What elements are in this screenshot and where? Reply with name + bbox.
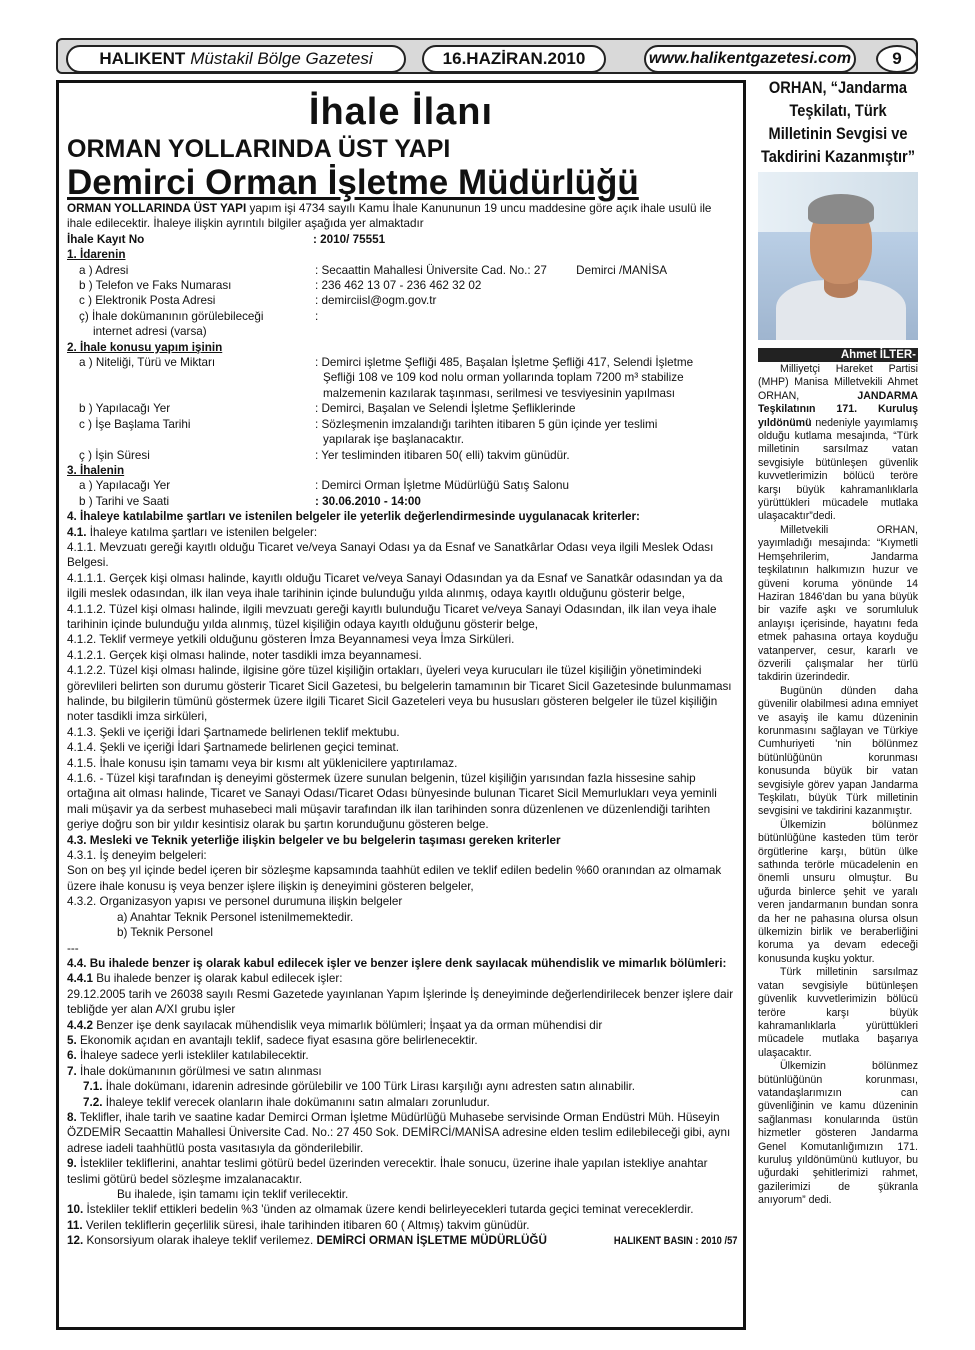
photo-hair bbox=[808, 194, 874, 224]
notice-body bbox=[67, 201, 737, 1250]
clause-4-3-title: 4.3. Mesleki ve Teknik yeterliğe ilişkin belgeler ve bu belgelerin taşıması gereken kriterler bbox=[67, 833, 561, 847]
section-2-title: 2. İhale konusu yapım işinin bbox=[67, 340, 223, 354]
clause-9 bbox=[67, 1156, 737, 1187]
s2-value-line: : Demirci işletme Şefliği 485, Başalan İşletme Şefliği 417, Selendi İşletme bbox=[315, 356, 694, 370]
news-column bbox=[758, 76, 918, 1208]
clause-4-1-3: 4.1.3. Şekli ve içeriği İdari Şartnamede belirlenen teklif mektubu. bbox=[67, 725, 400, 739]
notice-issuer: Demirci Orman İşletme Müdürlüğü bbox=[67, 163, 639, 202]
s1-row bbox=[67, 293, 737, 308]
news-paragraph: Ülkemizin bölünmez bütünlüğünün korunması, vatandaşlarımızın can güvenliğinin ve kamu düzeninin sağlanması konularında üstün hizmetler gösteren Jandarma Genel Komutanlığımızın 171. kuruluş yıldönümünü kutluyor, bu uğurdaki şehitlerimizi rahmet, gazilerimizi de şükranla anıyorum” dedi. bbox=[758, 1060, 918, 1207]
s2-label: a ) Niteliği, Türü ve Miktarı bbox=[79, 356, 216, 370]
s3-row bbox=[67, 478, 737, 493]
s1-row bbox=[67, 309, 737, 324]
issuer-signature: DEMİRCİ ORMAN İŞLETME MÜDÜRLÜĞÜ bbox=[316, 1234, 547, 1248]
clause-text: Bu ihalede benzer iş olarak kabul edilecek işler: bbox=[93, 972, 343, 986]
clause-number: 4.4.2 bbox=[67, 1018, 93, 1032]
s1-value: : 236 462 13 07 - 236 462 32 02 bbox=[315, 279, 482, 293]
section-1-title: 1. İdarenin bbox=[67, 248, 126, 262]
s2-value bbox=[315, 355, 737, 401]
clause-4-4-2 bbox=[67, 1018, 737, 1033]
clause-number: 8. bbox=[67, 1110, 77, 1124]
s1-row bbox=[67, 263, 737, 278]
notice-subtitle: ORMAN YOLLARINDA ÜST YAPI bbox=[67, 135, 451, 163]
clause-4-1-2-1: 4.1.2.1. Gerçek kişi olması halinde, noter tasdikli imza beyannamesi. bbox=[67, 648, 422, 662]
s1-value: : demirciisl@ogm.gov.tr bbox=[315, 294, 437, 308]
s2-value: : Yer tesliminden itibaren 50( elli) takvim günüdür. bbox=[315, 448, 570, 462]
clause-7-1 bbox=[67, 1079, 737, 1094]
registry-row bbox=[67, 232, 737, 247]
clause-4-1-4: 4.1.4. Şekli ve içeriği İdari Şartnamede belirlenen geçici teminat. bbox=[67, 741, 399, 755]
clause-text: İhaleye katılma şartları ve istenilen belgeler: bbox=[86, 525, 318, 539]
clause-text: İhale dokümanı, idarenin adresinde görülebilir ve 100 Türk Lirası karşılığı aynı adresten satın alınabilir. bbox=[102, 1080, 636, 1094]
clause-number: 7.1. bbox=[83, 1080, 103, 1094]
clause-4-3-2: 4.3.2. Organizasyon yapısı ve personel durumuna ilişkin belgeler bbox=[67, 895, 403, 909]
s2-row bbox=[67, 417, 737, 448]
news-paragraph: Milletvekili ORHAN, yayımladığı mesajında: “Kıymetli Hemşehrilerim, Jandarma teşkilatının halkımızın huzur ve güveni koruma yönünde 14 Haziran 1846'dan bu yana büyük bir vazife aşkı ve sorumluluk anlayışı içerisinde, hayatını feda etmek pahasına ortaya koyduğu vatanperver, cesur, kararlı ve özverili çalışmalar her türlü takdirin üzerindedir. bbox=[758, 523, 918, 684]
s1-label: ç) İhale dokümanının görülebileceği bbox=[79, 309, 264, 323]
s1-row bbox=[67, 278, 737, 293]
clause-number: 4.4.1 bbox=[67, 972, 93, 986]
s2-label: b ) Yapılacağı Yer bbox=[79, 402, 171, 416]
s1-label: a ) Adresi bbox=[79, 263, 129, 277]
s2-label: ç ) İşin Süresi bbox=[79, 448, 150, 462]
clause-9-note: Bu ihalede, işin tamamı için teklif verilecektir. bbox=[117, 1188, 349, 1201]
page-number: 9 bbox=[876, 45, 918, 73]
s2-row bbox=[67, 448, 737, 463]
s1-label: c ) Elektronik Posta Adresi bbox=[79, 294, 216, 308]
clause-4-1-1-1: 4.1.1.1. Gerçek kişi olması halinde, kayıtlı olduğu Ticaret ve/veya Sanayi Odasından ya da Esnaf ve Sanatkâr odasından ya da ilgili meslek odasından, ilk ilan veya ihale tarihinin içinde bulunduğu yılda alınmış, odaya kayıtlı olduğunu gösterir belge, bbox=[67, 571, 723, 601]
s3-value: : Demirci Orman İşletme Müdürlüğü Satış Salonu bbox=[315, 479, 569, 493]
s2-row bbox=[67, 355, 737, 401]
news-paragraph: Bugünün dünden daha güvenilir olabilmesi adına emniyet ve asayiş ile kamu düzeninin korunmasını sağlayan ve Türkiye Cumhuriyeti 'nin bölünmez bütünlüğünün korunması konusunda büyük bir vatan sevgisiyle görev yapan Jandarma Teşkilatı, büyük Türk milletinin sevgisini ve takdirini kazanmıştır. bbox=[758, 684, 918, 818]
s1-label: b ) Telefon ve Faks Numarası bbox=[79, 279, 232, 293]
s3-value: : 30.06.2010 - 14:00 bbox=[315, 494, 421, 508]
intro-paragraph bbox=[67, 201, 737, 232]
clause-4-3-1-text: Son on beş yıl içinde bedel içeren bir sözleşme kapsamında taahhüt edilen ve teklif edilen bedelin %60 oranından az olmamak üzere ihale konusu iş veya benzer işlere ilişkin iş deneyimini gösteren belgeler, bbox=[67, 864, 722, 893]
newspaper-name bbox=[66, 45, 406, 73]
clause-4-4-title: 4.4. Bu ihalede benzer iş olarak kabul edilecek işler ve benzer işlere denk sayılacak mühendislik ve mimarlık bölümleri: bbox=[67, 956, 727, 970]
clause-number: 10. bbox=[67, 1203, 84, 1217]
tender-notice bbox=[56, 80, 746, 1330]
s3-label: a ) Yapılacağı Yer bbox=[79, 479, 171, 493]
brand-name: HALIKENT bbox=[99, 49, 186, 68]
clause-8 bbox=[67, 1110, 737, 1156]
s1-value: : Secaattin Mahallesi Üniversite Cad. No.: 27 Demirci /MANİSA bbox=[315, 263, 668, 277]
clause-text: Konsorsiyum olarak ihaleye teklif verilemez. bbox=[83, 1234, 317, 1248]
news-paragraph: Ülkemizin bölünmez bütünlüğüne kasteden tüm terör örgütlerine karşı, bütün ülke sathında terörle mücadelenin en önemli unsuru olmuştur. Bu uğurda binlerce şehit ve yaralı veren jandarmanın bundan sonra da her ne pahasına olursa olsun ülkemizin birlik ve beraberliğini koruma ya devam edeceği konusunda kuşku yoktur. bbox=[758, 818, 918, 965]
clause-4-3-2-b: b) Teknik Personel bbox=[117, 926, 213, 940]
intro-text: yapım işi 4734 sayılı Kamu İhale Kanununun 19 uncu maddesine göre açık ihale usulü ile ihale edilecektir. İhaleye ilişkin ayrıntılı bilgiler aşağıda yer almaktadır bbox=[67, 202, 712, 231]
brand-subtitle: Müstakil Bölge Gazetesi bbox=[190, 49, 373, 68]
clause-text: İstekliler tekliflerini, anahtar teslimi götürü bedel üzerinden verecektir. İhale sonucu, üzerine ihale yapılan istekliye anahtar teslimi götürü bedel sözleşme imzalanacaktır. bbox=[67, 1157, 708, 1186]
clause-6 bbox=[67, 1048, 737, 1063]
clause-text: İhaleye sadece yerli istekliler katılabilecektir. bbox=[76, 1049, 309, 1063]
s1-extra: internet adresi (varsa) bbox=[93, 325, 207, 339]
registry-value: : 2010/ 75551 bbox=[313, 232, 386, 246]
s3-label: b ) Tarihi ve Saati bbox=[79, 494, 170, 508]
s3-row bbox=[67, 494, 737, 509]
clause-4-3-2-a: a) Anahtar Teknik Personel istenilmemektedir. bbox=[117, 910, 354, 924]
s2-value-line: : Sözleşmenin imzalandığı tarihten itibaren 5 gün içinde yer teslimi bbox=[315, 417, 658, 431]
intro-bold: ORMAN YOLLARINDA ÜST YAPI bbox=[67, 202, 247, 215]
separator-dashes: --- bbox=[67, 941, 79, 955]
clause-4-1-2: 4.1.2. Teklif vermeye yetkili olduğunu gösteren İmza Beyannamesi veya İmza Sirküleri. bbox=[67, 633, 515, 647]
clause-4-1-6: 4.1.6. - Tüzel kişi tarafından iş deneyimi göstermek üzere sunulan belgenin, tüzel kişiliğin yarısından fazla hissesine sahip ortağına ait olması halinde, Ticaret ve Sanayi Odası/Ticaret Odası bünyesinde bulunan Ticaret Sicil Memurlukları veya yeminli mali müşavir ya da serbest muhasebeci mali müşavir tarafından ilk ilan tarihinden sonra düzenlenen ve düzenlendiği tarihten geriye doğru son bir yıldır kesintisiz olarak bu şartın korunduğunu gösteren belge. bbox=[67, 772, 717, 832]
clause-4-1 bbox=[67, 525, 737, 540]
news-headline: ORHAN, “Jandarma Teşkilatı, Türk Milletinin Sevgisi ve Takdirini Kazanmıştır” bbox=[760, 78, 916, 166]
s2-row bbox=[67, 401, 737, 416]
clause-number: 6. bbox=[67, 1049, 77, 1063]
clause-12-row bbox=[67, 1233, 737, 1249]
clause-number: 12. bbox=[67, 1234, 84, 1248]
s2-value bbox=[315, 417, 737, 448]
s2-label: c ) İşe Başlama Tarihi bbox=[79, 417, 191, 431]
clause-text: İstekliler teklif ettikleri bedelin %3 'ünden az olmamak üzere kendi belirleyecekleri tutarda geçici teminat vereceklerdir. bbox=[83, 1203, 694, 1217]
clause-text: Benzer işe denk sayılacak mühendislik veya mimarlık bölümleri; İnşaat ya da orman mühendisi dir bbox=[93, 1018, 603, 1032]
s2-value-cont: malzemenin kazılarak taşınması, serilmesi ve tesviyesinin yapılması bbox=[323, 386, 676, 400]
clause-7-2 bbox=[67, 1095, 737, 1110]
clause-12 bbox=[67, 1233, 547, 1248]
clause-number: 5. bbox=[67, 1033, 77, 1047]
clause-4-1-2-2: 4.1.2.2. Tüzel kişi olması halinde, ilgisine göre tüzel kişiliğin ortakları, üyeleri veya kurucuları ile tüzel kişiliğin yönetimindeki görevlileri belirten son durumu gösterir Ticaret Sicil Gazetesi, bu belgelerin tamamının bir Ticaret Sicil Gazetesinde bulunmaması halinde, bu bilgilerin tümünü göstermek üzere ilgili Ticaret Sicil Gazeteleri veya bu hususları gösteren belgeler ile tüzel kişiliğin noter tasdikli imza sirküleri, bbox=[67, 664, 732, 724]
photo-byline: Ahmet İLTER- bbox=[758, 348, 918, 362]
s2-value-cont: Şefliği 108 ve 109 kod nolu orman yollarında toplam 7200 m³ stabilize bbox=[323, 371, 684, 385]
news-text: Milliyetçi Hareket Partisi (MHP) Manisa Milletvekili Ahmet ORHAN, bbox=[758, 363, 918, 402]
issue-date: 16.HAZİRAN.2010 bbox=[422, 45, 606, 73]
clause-5 bbox=[67, 1033, 737, 1048]
clause-11 bbox=[67, 1218, 737, 1233]
portrait-photo bbox=[758, 172, 918, 340]
clause-number: 7.2. bbox=[83, 1095, 103, 1109]
news-paragraph bbox=[758, 363, 918, 524]
clause-text: Verilen tekliflerin geçerlilik süresi, ihale tarihinden itibaren 60 ( Altmış) takvim günüdür. bbox=[82, 1218, 530, 1232]
clause-4-4-1 bbox=[67, 971, 737, 986]
clause-7 bbox=[67, 1064, 737, 1079]
clause-text: İhale dokümanının görülmesi ve satın alınması bbox=[76, 1064, 322, 1078]
clause-text: İhaleye teklif verecek olanların ihale dokümanını satın almaları zorunludur. bbox=[102, 1095, 490, 1109]
masthead-bar bbox=[56, 38, 918, 74]
news-bold-text: JANDARMA Teşkilatının 171. Kuruluş yıldönümü bbox=[758, 389, 918, 429]
clause-4-3-1: 4.3.1. İş deneyim belgeleri: bbox=[67, 849, 207, 863]
clause-number: 9. bbox=[67, 1157, 77, 1171]
clause-number: 7. bbox=[67, 1064, 77, 1078]
s1-value: : bbox=[315, 309, 319, 323]
press-code: HALIKENT BASIN : 2010 /57 bbox=[613, 1235, 737, 1248]
website-link[interactable]: www.halikentgazetesi.com bbox=[644, 45, 856, 73]
section-4-title: 4. İhaleye katılabilme şartları ve istenilen belgeler ile yeterlik değerlendirmesinde uygulanacak kriterler: bbox=[67, 510, 640, 524]
s2-value-cont: yapılarak işe başlanacaktır. bbox=[323, 433, 464, 447]
clause-number: 4.1. bbox=[67, 525, 87, 539]
clause-number: 11. bbox=[67, 1218, 83, 1232]
notice-title: İhale İlanı bbox=[308, 91, 494, 133]
section-3-title: 3. İhalenin bbox=[67, 463, 125, 477]
news-paragraph: Türk milletinin sarsılmaz vatan sevgisiyle bütünleşen güvenlik kuvvetlerimizin bölücü teröre karşı büyük kahramanlıklarla yürüttükleri mücadele mutlaka başarıya ulaşacaktır. bbox=[758, 966, 918, 1059]
clause-4-1-5: 4.1.5. İhale konusu işin tamamı veya bir kısmı alt yüklenicilere yaptırılamaz. bbox=[67, 756, 458, 770]
clause-4-1-1: 4.1.1. Mevzuatı gereği kayıtlı olduğu Ticaret ve/veya Sanayi Odası ya da Esnaf ve Sanatkârlar Odası veya ilgili Meslek Odası Belgesi. bbox=[67, 540, 714, 570]
clause-4-1-1-2: 4.1.1.2. Tüzel kişi olması halinde, ilgili mevzuatı gereği kayıtlı bulunduğu Ticaret ve/veya Sanayi Odasından, ilk ilan veya ihale tarihinin içinde bulunduğu yılda alınmış, tüzel kişiliğin odaya kayıtlı olduğunu gösterir belge, bbox=[67, 602, 717, 631]
news-text: nedeniyle yayımlamış olduğu kutlama mesajında, “Türk milletinin sarsılmaz vatan sevgisiyle bütünleşen güvenlik kuvvetlerimizin bölücü teröre karşı büyük kahramanlıklarla yürüttükleri mücadele mutlaka ulaşacaktır”dedi. bbox=[758, 416, 918, 523]
s2-value: : Demirci, Başalan ve Selendi İşletme Şefliklerinde bbox=[315, 402, 576, 416]
clause-4-4-1-text: 29.12.2005 tarih ve 26038 sayılı Resmi Gazetede yayınlanan Yapım İşlerinde İş deneyiminde değerlendirilecek benzer işlere dair tebliğde yer alan A/XI grubu işler bbox=[67, 987, 734, 1017]
clause-text: Teklifler, ihale tarih ve saatine kadar Demirci Orman İşletme Müdürlüğü Muhasebe servisinde Orman Endüstri Müh. Hüseyin ÖZDEMİR Secaattin Mahallesi Üniversite Cad. No.: 27 450 Sok. DEMİRCİ/MANİSA adresine elden teslim edilebileceği gibi, aynı adrese iadeli taahhütlü posta vasıtasıyla da gönderilebilir. bbox=[67, 1110, 731, 1155]
news-body bbox=[758, 363, 918, 1208]
registry-label: İhale Kayıt No bbox=[67, 232, 145, 246]
clause-text: Ekonomik açıdan en avantajlı teklif, sadece fiyat esasına göre belirlenecektir. bbox=[76, 1033, 478, 1047]
clause-10 bbox=[67, 1202, 737, 1217]
